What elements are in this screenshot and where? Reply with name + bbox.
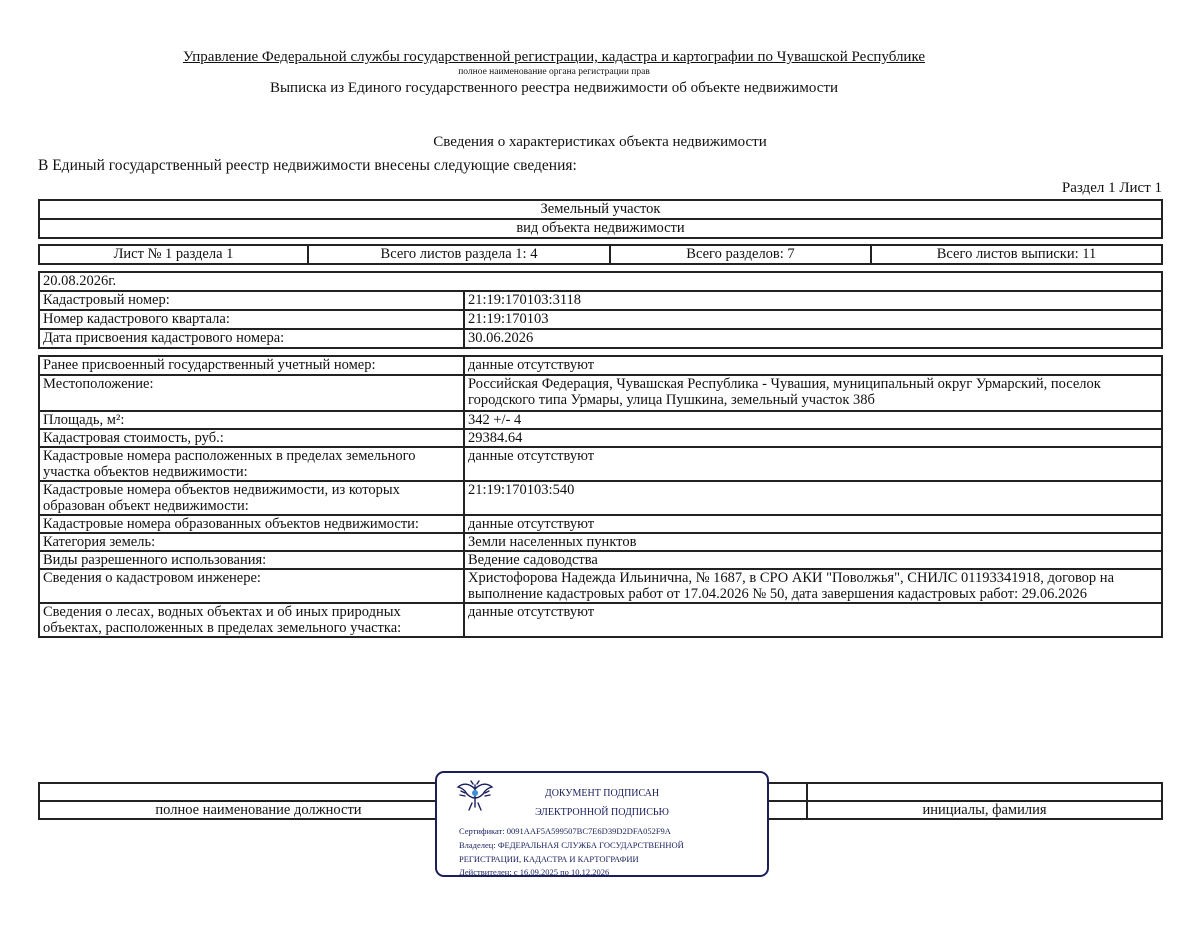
row-value: Российская Федерация, Чувашская Республика - Чувашия, муниципальный округ Урмарский, поселок городского типа Урмары, улица Пушкина, земельный участок 38б (464, 375, 1162, 411)
table-row (39, 603, 1162, 637)
row-label: Ранее присвоенный государственный учетный номер: (39, 356, 464, 375)
extract-date: 20.08.2026г. (39, 272, 1162, 291)
row-value: Ведение садоводства (464, 551, 1162, 569)
stamp-title-line1: ДОКУМЕНТ ПОДПИСАН (544, 788, 660, 799)
section-title: Сведения о характеристиках объекта недвижимости (433, 134, 767, 150)
table-row (39, 329, 1162, 348)
row-value: 21:19:170103:540 (464, 481, 1162, 515)
object-type: Земельный участок (39, 200, 1162, 219)
table-row (39, 515, 1162, 533)
total-sheets-section: Всего листов раздела 1: 4 (308, 245, 610, 264)
table-row (39, 291, 1162, 310)
stamp-validity: Действителен: с 16.09.2025 по 10.12.2026 (459, 867, 610, 877)
row-value: данные отсутствуют (464, 447, 1162, 481)
extract-title: Выписка из Единого государственного реестра недвижимости об объекте недвижимости (269, 80, 839, 96)
row-label: Дата присвоения кадастрового номера: (39, 329, 464, 348)
organization-name: Управление Федеральной службы государственной регистрации, кадастра и картографии по Чувашской Республике (182, 49, 926, 65)
table-row (39, 429, 1162, 447)
table-row (39, 551, 1162, 569)
name-caption: инициалы, фамилия (807, 801, 1162, 819)
table-row (39, 310, 1162, 329)
stamp-certificate: Сертификат: 0091AAF5A599507BC7E6D39D2DFA052F9A (459, 826, 671, 836)
table-row (39, 411, 1162, 429)
object-type-caption: вид объекта недвижимости (39, 219, 1162, 238)
sheets-table (38, 244, 1163, 265)
row-label: Кадастровые номера расположенных в пределах земельного участка объектов недвижимости: (39, 447, 464, 481)
row-value: 30.06.2026 (464, 329, 1162, 348)
row-value: 29384.64 (464, 429, 1162, 447)
row-value: данные отсутствуют (464, 515, 1162, 533)
intro-text: В Единый государственный реестр недвижимости внесены следующие сведения: (38, 157, 577, 174)
stamp-title-line2: ЭЛЕКТРОННОЙ ПОДПИСЬЮ (535, 807, 669, 818)
row-label: Сведения о кадастровом инженере: (39, 569, 464, 603)
stamp-owner-line2: РЕГИСТРАЦИИ, КАДАСТРА И КАРТОГРАФИИ (459, 854, 639, 864)
row-value: данные отсутствуют (464, 356, 1162, 375)
row-label: Категория земель: (39, 533, 464, 551)
row-value: Христофорова Надежда Ильинична, № 1687, в СРО АКИ "Поволжья", СНИЛС 01193341918, договор на выполнение кадастровых работ от 17.04.2026 № 50, дата завершения кадастровых работ: 29.06.2026 (464, 569, 1162, 603)
organization-caption: полное наименование органа регистрации прав (458, 67, 650, 77)
section-sheet-label: Раздел 1 Лист 1 (1061, 180, 1162, 196)
row-value: данные отсутствуют (464, 603, 1162, 637)
row-label: Виды разрешенного использования: (39, 551, 464, 569)
row-label: Местоположение: (39, 375, 464, 411)
row-value: 21:19:170103 (464, 310, 1162, 329)
row-label: Кадастровая стоимость, руб.: (39, 429, 464, 447)
row-label: Кадастровый номер: (39, 291, 464, 310)
table-row (39, 447, 1162, 481)
table-row (39, 533, 1162, 551)
table-row (39, 356, 1162, 375)
position-caption: полное наименование должности (39, 801, 478, 819)
row-label: Площадь, м²: (39, 411, 464, 429)
table-row (39, 569, 1162, 603)
details-table (38, 355, 1163, 638)
total-sheets-extract: Всего листов выписки: 11 (871, 245, 1162, 264)
table-row (39, 375, 1162, 411)
row-value: 342 +/- 4 (464, 411, 1162, 429)
basic-info-table (38, 271, 1163, 349)
sheet-number: Лист № 1 раздела 1 (39, 245, 308, 264)
stamp-owner-line1: Владелец: ФЕДЕРАЛЬНАЯ СЛУЖБА ГОСУДАРСТВЕННОЙ (459, 840, 684, 850)
table-row (39, 481, 1162, 515)
row-label: Кадастровые номера объектов недвижимости, из которых образован объект недвижимости: (39, 481, 464, 515)
row-label: Кадастровые номера образованных объектов недвижимости: (39, 515, 464, 533)
row-value: 21:19:170103:3118 (464, 291, 1162, 310)
row-value: Земли населенных пунктов (464, 533, 1162, 551)
object-type-table (38, 199, 1163, 239)
row-label: Номер кадастрового квартала: (39, 310, 464, 329)
total-sections: Всего разделов: 7 (610, 245, 871, 264)
row-label: Сведения о лесах, водных объектах и об иных природных объектах, расположенных в пределах земельного участка: (39, 603, 464, 637)
electronic-signature-stamp (435, 771, 769, 877)
